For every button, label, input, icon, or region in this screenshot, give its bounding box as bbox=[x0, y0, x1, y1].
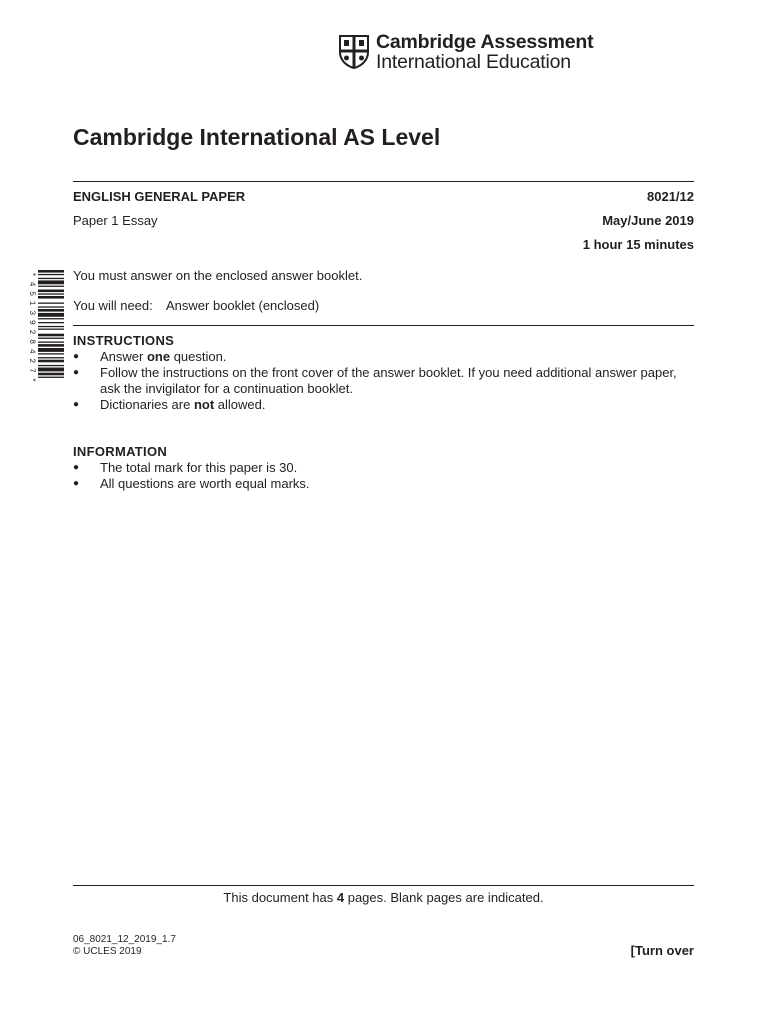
list-item: ● The total mark for this paper is 30. bbox=[73, 460, 683, 476]
syllabus-code: 8021/12 bbox=[647, 189, 694, 204]
document-id: 06_8021_12_2019_1.7 bbox=[73, 934, 176, 945]
cambridge-crest-icon bbox=[338, 34, 370, 70]
need-value: Answer booklet (enclosed) bbox=[166, 298, 320, 313]
copyright: © UCLES 2019 bbox=[73, 946, 142, 957]
list-item: ● Follow the instructions on the front cover of the answer booklet. If you need additional answer paper, ask the invigilator for a continuation booklet. bbox=[73, 365, 683, 397]
subject-heading: ENGLISH GENERAL PAPER bbox=[73, 189, 246, 204]
divider bbox=[73, 325, 694, 326]
logo-line-2: International Education bbox=[376, 51, 571, 73]
information-heading: INFORMATION bbox=[73, 444, 168, 459]
turn-over: [Turn over bbox=[630, 943, 694, 958]
exam-duration: 1 hour 15 minutes bbox=[582, 237, 694, 252]
paper-name: Paper 1 Essay bbox=[73, 213, 158, 228]
information-list bbox=[73, 460, 683, 492]
barcode-number: * 4 5 1 3 9 2 8 4 2 7 * bbox=[27, 272, 36, 383]
divider bbox=[73, 885, 694, 886]
exam-session: May/June 2019 bbox=[602, 213, 694, 228]
list-item: ● Answer one question. bbox=[73, 349, 683, 365]
logo-line-1: Cambridge Assessment bbox=[376, 31, 594, 53]
list-item: ● All questions are worth equal marks. bbox=[73, 476, 683, 492]
list-item: ● Dictionaries are not allowed. bbox=[73, 397, 683, 413]
page-title: Cambridge International AS Level bbox=[73, 124, 441, 150]
page-count-note: This document has 4 pages. Blank pages are indicated. bbox=[223, 890, 544, 905]
instructions-list bbox=[73, 349, 683, 413]
need-label: You will need: bbox=[73, 298, 153, 313]
instructions-heading: INSTRUCTIONS bbox=[73, 333, 175, 348]
answer-note: You must answer on the enclosed answer booklet. bbox=[73, 268, 363, 283]
divider bbox=[73, 181, 694, 182]
